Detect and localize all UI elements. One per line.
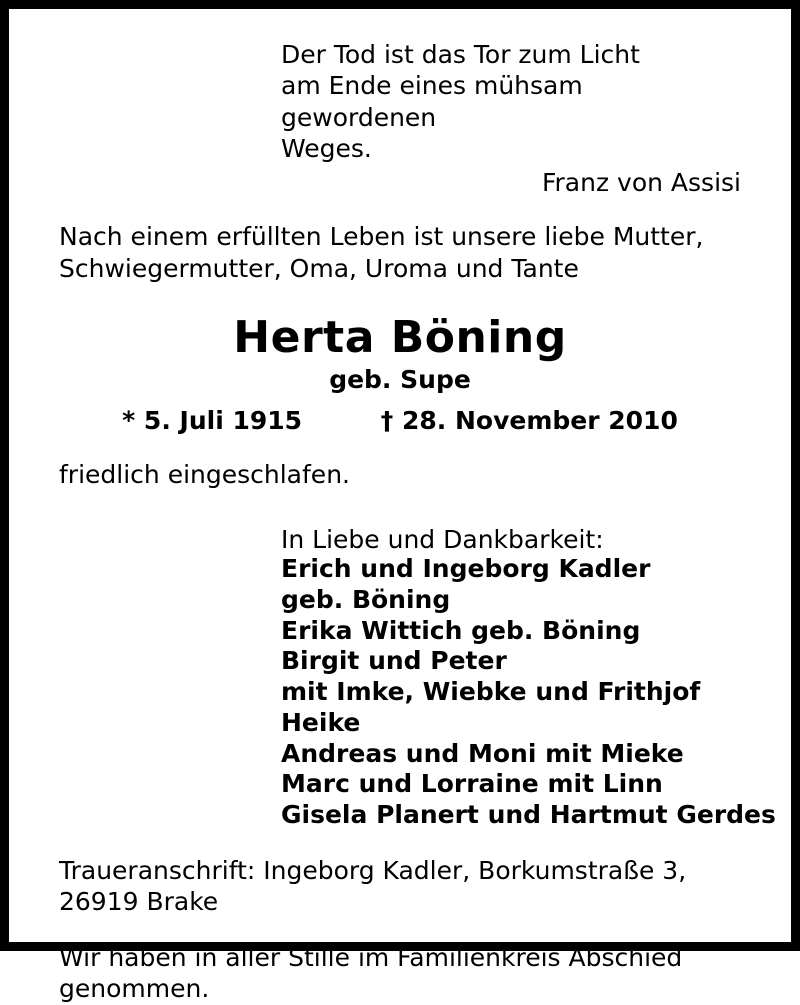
passed-text: friedlich eingeschlafen. (59, 460, 350, 489)
quote-line-1: Der Tod ist das Tor zum Licht (281, 40, 640, 69)
list-item: Gisela Planert und Hartmut Gerdes (281, 800, 776, 829)
quote-line-2: am Ende eines mühsam gewordenen (281, 71, 583, 132)
birth-date: * 5. Juli 1915 (122, 406, 303, 435)
closing-line-2: genommen. (59, 974, 210, 1004)
life-dates (59, 406, 741, 435)
family-list (281, 554, 776, 831)
list-item: geb. Böning (281, 584, 451, 614)
death-date: † 28. November 2010 (380, 406, 678, 435)
deceased-born-name: geb. Supe (329, 365, 471, 394)
tribute-heading: In Liebe und Dankbarkeit: (281, 525, 604, 554)
address-line-2: 26919 Brake (59, 887, 219, 917)
intro-line-2: Schwiegermutter, Oma, Uroma und Tante (59, 253, 579, 283)
list-item: Heike (281, 707, 361, 737)
mourning-address (59, 855, 741, 918)
list-item: Erich und Ingeborg Kadler (281, 554, 651, 583)
list-item: Andreas und Moni mit Mieke (281, 738, 684, 768)
quote-line-3: Weges. (281, 133, 372, 163)
deceased-name: Herta Böning (233, 312, 567, 363)
address-line-1: Traueranschrift: Ingeborg Kadler, Borkumstraße 3, (59, 855, 687, 885)
list-item: Marc und Lorraine mit Linn (281, 769, 663, 799)
intro-text (59, 221, 741, 284)
list-item: Erika Wittich geb. Böning (281, 615, 641, 645)
quote-block (281, 39, 741, 164)
list-item: mit Imke, Wiebke und Frithjof (281, 677, 701, 706)
quote-attribution: Franz von Assisi (541, 168, 741, 197)
intro-line-1: Nach einem erfüllten Leben ist unsere liebe Mutter, (59, 222, 704, 251)
closing-line-1: Wir haben in aller Stille im Familienkreis Abschied (59, 942, 683, 972)
list-item: Birgit und Peter (281, 646, 507, 676)
closing-text (59, 942, 741, 1005)
